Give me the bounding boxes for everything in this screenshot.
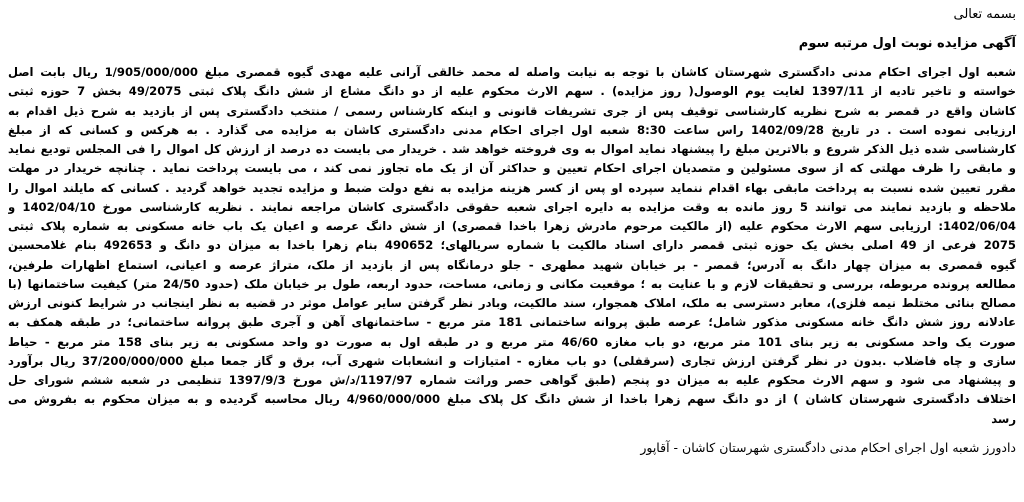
body-line: 1402/06/04: ارزیابی سهم الارث محکوم علیه (از مالکیت مرحوم مادرش زهرا باخدا قمصری) از شش دانگ عرصه و اعیان یک باب خانه مسکونی به شماره پلاک ثبتی <box>8 219 1016 233</box>
notice-body <box>8 63 1016 429</box>
body-line: گیوه قمصری به میزان چهار دانگ به آدرس؛ قمصر - بر خیابان شهید مطهری - جلو درمانگاه پس از بازدید از ملک، متراژ عرصه و اعیانی، استماع اظهارات طرفین، <box>8 257 1016 272</box>
body-line: عادلانه روز شش دانگ خانه مسکونی مذکور شامل؛ عرصه طبق پروانه ساختمانی 181 متر مربع - ساختمانهای آهن و آجری طبق پروانه ساختمانی؛ در طبقه همکف به <box>8 315 1016 330</box>
body-line: و پیشنهاد می شود و سهم الارث محکوم علیه به میزان دو پنجم (طبق گواهی حصر وراثت شماره 1197/97/د/ش مورخ 1397/9/3 تنظیمی در شعبه ششم شورای حل <box>8 373 1016 387</box>
body-line: خواسته و تاخیر تادیه از 1397/11 لغایت یوم الوصول( روز مزایده) . سهم الارث محکوم علیه از دو دانگ مشاع از شش دانگ پلاک ثبتی 49/2075 بخش 7 حوزه ثبتی <box>8 84 1016 99</box>
body-line: و مابقی را ظرف مهلتی که از سوی مسئولین و متصدیان اجرای احکام تعیین و حداکثر آن از یک ماه تجاوز نمی کند ، می بایست پرداخت نماید . چنانچه خریدار در مهلت <box>8 161 1016 176</box>
notice-title: آگهی مزایده نوبت اول مرتبه سوم <box>798 36 1016 51</box>
document-heading: بسمه تعالی <box>953 7 1016 22</box>
body-line: سازی و چاه فاضلاب .بدون در نظر گرفتن ارزش تجاری (سرقفلی) دو باب مغازه - امتیازات و انشعابات شهری آب، برق و گاز جمعا مبلغ 37/200/000/000 ریال برآورد <box>8 353 1016 368</box>
body-line: مقرر تعیین شده نسبت به پرداخت مابقی بهاء اقدام ننماید سپرده او پس از کسر هزینه مزایده به نفع دولت ضبط و مزایده تجدید خواهد گردید . کسانی که مایلند اموال را <box>8 180 1016 195</box>
body-line: ملاحظه و بازدید نمایند می توانند 5 روز مانده به وقت مزایده به دایره اجرای شعبه حقوقی دادگستری کاشان مراجعه نمایند . نظریه کارشناسی مورخ 1402/04/10 و <box>8 199 1016 214</box>
body-line: ارزیابی نموده است . در تاریخ 1402/09/28 راس ساعت 8:30 شعبه اول اجرای احکام مدنی دادگستری کاشان به مزایده می گذارد . به هرکس و کسانی که از مبلغ <box>8 122 1016 137</box>
body-line: شعبه اول اجرای احکام مدنی دادگستری شهرستان کاشان با توجه به نیابت واصله له محمد خالقی آرانی علیه مهدی گیوه قمصری مبلغ 1/905/000/000 ریال بابت اصل <box>8 65 1016 79</box>
body-line: صورت یک واحد مسکونی به زیر بنای 101 متر مربع، دو باب مغازه 46/60 متر مربع و در طبقه اول به صورت دو واحد مسکونی به زیر بنای 158 متر مربع - حیاط <box>8 334 1016 349</box>
body-line: اختلاف دادگستری شهرستان کاشان ) از دو دانگ سهم زهرا باخدا از شش دانگ کل پلاک مبلغ 4/960/000/000 ریال محاسبه گردیده و به میزان محکوم به بفروش می <box>8 392 1016 407</box>
signature-footer: دادورز شعبه اول اجرای احکام مدنی دادگستری شهرستان کاشان - آقاپور <box>640 439 1016 455</box>
body-line: رسد <box>991 411 1016 426</box>
body-line: مصالح بنائی مختلط نیمه فلزی)، معابر دسترسی به ملک، املاک همجوار، سند مالکیت، وبادر نظر گرفتن سایر عوامل موثر در قضیه به نظر اینجانب در شرایط کنونی ارزش <box>8 296 1016 310</box>
body-line: کاشان واقع در قمصر به شرح نظریه کارشناسی توقیف پس از جری تشریفات قانونی و اینکه کارشناس رسمی / منتخب دادگستری پس از بازدید به شرح ذیل اقدام به <box>8 103 1016 118</box>
body-line: 2075 فرعی از 49 اصلی بخش یک حوزه ثبتی قمصر دارای اسناد مالکیت با شماره سریالهای؛ 490652 بنام زهرا باخدا به میزان دو دانگ و 492653 بنام غلامحسین <box>8 238 1016 253</box>
body-line: مطالعه پرونده مربوطه، بررسی و تحقیقات لازم و با عنایت به ؛ موقعیت مکانی و زمانی، مساحت، حدود اربعه، طول بر خیابان ملک (حدود 24/50 متر) کیفیت ساختمانها (با <box>8 276 1016 291</box>
body-line: کارشناسی شده ذیل الذکر شروع و بالاترین مبلغ را پیشنهاد نماید اموال به وی فروخته خواهد شد . خریدار می بایست ده درصد از ارزش کل اموال را فی المجلس تودیع نماید <box>8 142 1016 156</box>
